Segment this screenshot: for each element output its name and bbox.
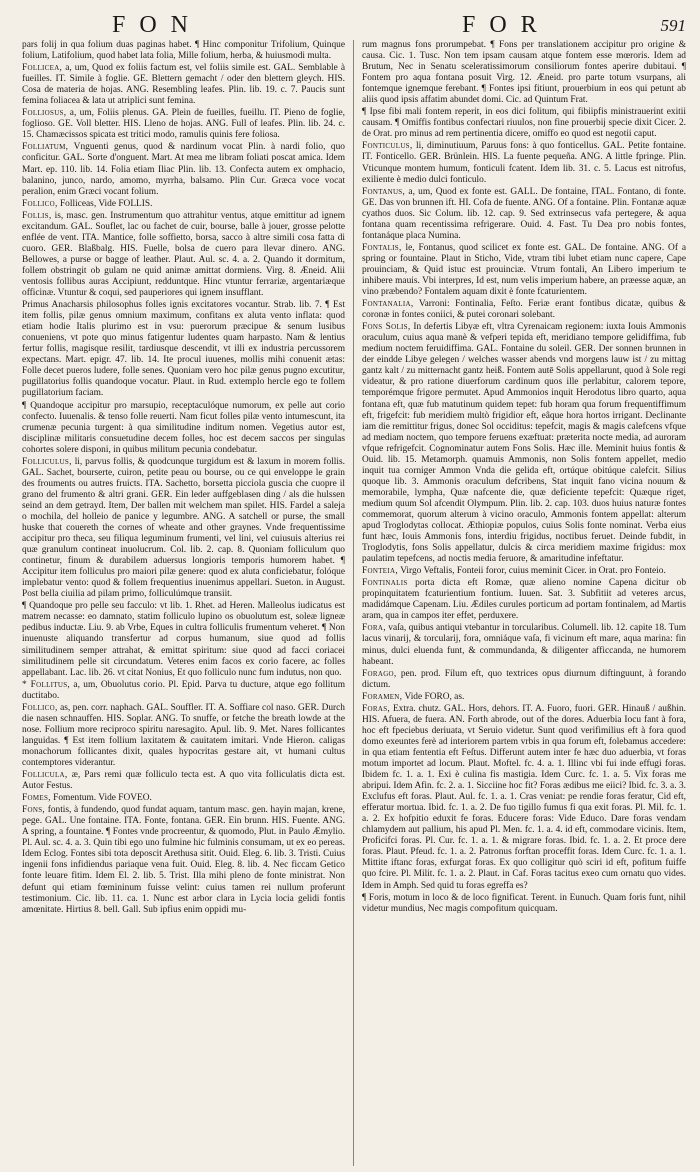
dictionary-entry bbox=[22, 680, 345, 702]
entry-headword: Foras, bbox=[362, 703, 391, 714]
entry-headword: Fons Solis, bbox=[362, 322, 411, 333]
dictionary-entry bbox=[362, 669, 686, 691]
entry-text: pen. prod. Filum eft, quo textrices opus diurnum diftinguunt, à forando dictum. bbox=[362, 668, 686, 690]
entry-text: a, um, Obuolutus corio. Pl. Epid. Parva tu ducture, atque ego follitum ductitabo. bbox=[22, 679, 345, 701]
entry-text: as, pen. corr. naphach. GAL. Souffler. IT. A. Soffiare col naso. GER. Durch die nasen schnauffen. HIS. Soplar. ANG. To snuffe, or fetche the breath lowde at the nose. Follium more reciproco spiritu naresagito. Apul. lib. 9. Met. Nares follicantes languidas. ¶ Est item follium laxitatem & cauitatem imitari. Vnde Hieron. caligas monachorum follicantes dixit, quales hypocritas gestare ait, vt humani cultus contemptores viderantur. bbox=[22, 702, 345, 768]
right-column bbox=[354, 40, 686, 1166]
dictionary-entry bbox=[22, 770, 345, 792]
entry-text: vaſa, quibus antiqui vtebantur in torcularibus. Columell. lib. 12. capite 18. Tum lacus vinarij, & torcularij, fora, omniáque vaſa, fi vicinum eft mare, aqua marina: fin minus, dulci eluenda funt, & commundanda, & diligenter afficcanda, ne humorem habeant. bbox=[362, 623, 686, 667]
entry-headword: Folliosus, bbox=[22, 108, 67, 119]
header-left-word: FON bbox=[112, 12, 203, 38]
dictionary-entry bbox=[22, 793, 345, 804]
dictionary-entry bbox=[22, 805, 345, 915]
dictionary-entry bbox=[362, 243, 686, 298]
entry-text: Extra. chutz. GAL. Hors, dehors. IT. A. Fuoro, fuori. GER. Hinauß / außhin. HIS. Afuera, de fuera. AN. Forth abrode, out of the dores. Aduerbia Iocu fant à fora, hoc eft fpeciebus deriuata, vt Seruio videtur. Sunt quod verifimilius eft à fora quod domo exeuntes ferè ad interiorem partem vrbis in qua forum eft, folebamus accedere: in qua etiam fententia eft Feſtus. Differunt autem inter fe hæc duo aduerbia, vt foras motum importet ad locum. Plaut. Moftel. fc. 4. a. 1. Illinc vbi fui inde effugi foras. Ibidem fc. 1. a. 1. Exi è culina fis mastigia. Idem Curc. fc. 1. a. 5. Vix foras me abripui. Idem Afin. fc. 2. a. 1. Sicciine hoc fit? Foras ædibus me eiici? Ibid. fc. 3. a. 3. Exclufus eft foras. Plaut. Aul. fc. 1. a. 1. Cras veniat: pe rendie foras feratur, Cid eft, efferatur mortua. Ibid. fc. 1. a. 2. De fuo tigillo fumus fi qua exit foras. Pl. Mil. fc. 1. a. 2. Ex hofpitio eduxit fe foras. Educere foras: Vide Educo. Dare foras vendam chlamydem aut pallium, his apud Pl. Men. fc. 1. a. 4. id eft, commodare vicinis. Item, Proficifci foras. Pl. Cur. fc. 1. a. 1. & migrare foras. Ibid. fc. 1. a. 2. Et proce dere foras. Plaut. Pfeud. fc. 1. a. 2. Patronus forftan proceffit foras. Idem Curc. fc. 1. a. 1. Mittite iftanc foras, exfurgat foras. Ex quo colligitur quò sciri id eft, pofitum fuiffe quo fcire. Pl. Milit. fc. 1. a. 2. Plaut. in Caf. Foras tacitus exeo cum ornatu quo vides. Idem in Amph. Sed quid tu foras egreffa es? bbox=[362, 703, 686, 891]
dictionary-entry bbox=[22, 457, 345, 601]
entry-headword: Folliatum, bbox=[22, 142, 69, 153]
entry-text: a, um, Foliis plenus. GA. Plein de fueilles, fueillu. IT. Pieno de foglie, foglioso. GE. Voll bletter. HIS. Lleno de hojas. ANG. Full of leafes. Plin. lib. 24. c. 15. Chamæcissos spicata est tritici modo, ramulis quinis fere foliosa. bbox=[22, 108, 346, 141]
text-columns bbox=[22, 40, 686, 1166]
entry-text: ¶ Ipse fibi mali fontem reperit, in eos dici folitum, qui fibiipfis ministrauerint exitii causam. ¶ Omiffis fontibus confectari riuulos, non fine prouerbij specie dixit Cicer. 2. de Orat. pro minus ad rem pertinentia dicere, omiffo eo quod est negotii caput. bbox=[362, 107, 686, 140]
entry-headword: Follicula, bbox=[22, 770, 68, 781]
dictionary-entry bbox=[22, 300, 345, 399]
entry-headword: Follis, bbox=[22, 210, 52, 221]
dictionary-entry bbox=[362, 893, 686, 915]
dictionary-entry bbox=[362, 322, 686, 565]
entry-headword: Fora, bbox=[362, 623, 386, 634]
entry-headword: Fonticulus, bbox=[362, 141, 413, 152]
entry-headword: Fonteia, bbox=[362, 566, 399, 577]
entry-headword: Fomes, bbox=[22, 793, 51, 804]
entry-headword: Fontanalia, bbox=[362, 299, 414, 310]
header-right-word: FOR bbox=[462, 12, 551, 38]
entry-headword: * Follitus, bbox=[22, 679, 71, 690]
entry-text: Folliceas, Vide FOLLIS. bbox=[59, 198, 153, 209]
entry-text: In defertis Libyæ eft, vltra Cyrenaicam regionem: iuxta Iouis Ammonis oraculum, cuius aqua manè & vefperi tepida eft, meridiano tempore gelidiffima, fub medium noctem feruidiffima. GAL. Fontaine du soleil. GER. Der sonnen brunnen in der eindde Libye gelegen / welches wasser abends vnd morgens lauw ist / zu mittag gantz kalt / zu mitternacht gantz heiß. Fontem autē Solis appellarunt, quod à Sole regi videatur, & pro ratione diuerforum cardinum quos ille perlabitur, calorem tepore, temporémque frigore permutet. Apud Ammonios inquit Herodotus libro quarto, aqua fontana eft, quæ fub matutinum quidem tepet: fub horam qua forum frequentiffimum eft, frigefcit: fub meridiem multò frigidior eft, eâque hora hortos irrigant. Declinante iam die remittitur frigus, donec Sol occiditus: tepefcit, magis & magis calefcens vfque ad mediam noctem, quo tempore feruens exæftuat: præterita nocte media, ad auroram vfque refrigefcit. Cognominatur autem Fons Solis. Hæc ille. Meminit huius fontis & Ouid. lib. 15. Metamorph. quamuis Ammonis, non Solis fontem appellet, medio inquit tua corniger Ammon Vnda die gelida eft, ortúque obitúque calefcit. Silius quoque lib. 3. Ammonis oraculum defcribens, Stat inquit fano vicina nouum & memorabile, lympha, Quæ nafcente die, quæ deficiente tepefcit: Quæque riget, medium quum Sol afcendit Olympum. Plin. lib. 2. cap. 103. duos huius naturæ fontes commemorat, quorum alterum à vicino oraculo, Ammonis fontem appellat: alterum apud Troglodytas collocat. Æthiopiæ populos, cuius Solis fonte nominat. Verba eius funt hæc, Iouis Ammonis fons, interdiu frigidus, noctibus feruet. Deinde fubdit, in Troglodytis, fons Solis appellatur, dulcis & circa meridiem maxime frigidus: mox paulatim tepefcens, ad noctis media feruore, & amaritudine infeftatur. bbox=[362, 322, 686, 565]
entry-headword: Folliculus, bbox=[22, 456, 72, 467]
entry-text: li, diminutiuum, Paruus fons: à quo fonticellus. GAL. Petite fontaine. IT. Fonticello. GER. Brünlein. HIS. La fuente pequeña. ANG. A little fpringe. Plin. Vticunque montem humum, fonticuli fcatent. Idem lib. 31. c. 5. Lacus est nitrofus, exiliente è medio dulci fonticulo. bbox=[362, 141, 686, 185]
dictionary-entry bbox=[22, 211, 345, 299]
dictionary-entry bbox=[362, 704, 686, 892]
entry-text: ¶ Quandoque pro pelle seu facculo: vt lib. 1. Rhet. ad Heren. Malleolus iudicatus est matrem necasse: eo damnato, statim folliculo lupino os obuolutum est, soleæ ligneæ pedibus inductæ. Liu. 9. ab Vrbe, Eques in cultra folliculis frumentum veheret. ¶ Non inuenuste aliquando transfertur ad corpus humanum, siue quod ad follis similitudinem semper attrahat, & emittat spiritum: siue quod ad facci coriacei similitudinem pelle sit circundatum. Veteres enim facos ex corio facere, ac folles appellabant. Lac. lib. 26. vt citat Nonius, Et quo folliculo nunc fum indutus, non quo. bbox=[22, 601, 345, 678]
dictionary-entry bbox=[362, 107, 686, 140]
running-header bbox=[22, 8, 686, 42]
entry-headword: Foramen, bbox=[362, 691, 403, 702]
entry-text: Primus Anacharsis philosophus folles ignis excitatores vocantur. Strab. lib. 7. ¶ Est item follis, pilæ genus omnium maximum, confitans ex aluta vento inflata: quod etiam hodie Italis plurimo est in vsu: puerorum præcipue & senum lusibus conueniens, vt pote quo minus fatigentur ludentes quam harpasto. Nam & lentius fertur follis, magisque resilit, tardiusque descendit, vt illi ex industria percussorem expectans. Mart. epigr. 47. lib. 14. Ite procul iuuenes, mollis mihi conuenit ætas: Folle decet pueros ludere, folle senes. Quoniam vero hoc pilæ genus pugno excutitur, pugillatorius follis quandoque vocatur. Plaut. in Rud. extemplo hercle ego te follem pugillatorium faciam. bbox=[22, 300, 345, 399]
entry-text: ¶ Quandoque accipitur pro marsupio, receptaculóque numorum, ex pelle aut corio confecto. Iuuenalis. & tenso folle reuerti. Nam ficut folles pilæ vento intumescunt, ita crumenæ pecunia turgent: à qua similitudine inditum nomen. Vegetius autor est, disciplinæ militaris consuetudine decem folles, hoc est decem saccos per singulas cohortes solere disponi, in quibus militum pecunia condebatur. bbox=[22, 400, 345, 455]
entry-text: fontis, à fundendo, quod fundat aquam, tantum masc. gen. hayin majan, krene, pege. GAL. Une fontaine. ITA. Fonte, fontana. GER. Ein brunn. HIS. Fuente. ANG. A spring, a fountaine. ¶ Fontes vnde procreentur, & quomodo, Plut. in Paulo Æmylio. Pl. Aul. sc. 4. a. 3. Quin tibi ego uno fulmine hic fulminis consumam, ut ex eo pereas. Idem Eclog. Fontes sibi tota deposcit Arethusa sitit. Ouid. Eleg. 6. lib. 3. Tristi. Cuius ingenii fons infidiendus pariaque vena fuit. Ouid. Eleg. 8. lib. 4. Nec ficcam Getico fonte leuare fitim. Idem El. 2. lib. 5. Trist. Illa mihi pleno de fonte ministrat. Non defunt qui etiam fœmininum fuisse velint: cuius tamen rei nullum proferunt testimonium. Cic. lib. 11. ca. 1. Nunc est arbor clara in Lycia locia gelidi fontis amœnitate. Hirtius 8. bell. Gall. Sub ipfius enim oppidi mu- bbox=[22, 805, 346, 915]
entry-text: pars folij in qua folium duas paginas habet. ¶ Hinc componitur Trifolium, Quinque folium, Latifolium, quod habet lata folia, Mille folium, herba, & huiusmodi multa. bbox=[22, 40, 345, 62]
dictionary-entry bbox=[22, 108, 345, 141]
entry-text: le, Fontanus, quod scilicet ex fonte est. GAL. De fontaine. ANG. Of a spring or fountaine. Plaut in Sticho, Vide, vtram tibi lubet etiam nunc capere, Cape prouinciam, & Quid istuc est prouinciæ. Vtrum fontali, An Libero imperium te inhibere mauis. Vbi interpres, Id est, num velis imperium habere, an præesse aquæ, an vino præbendo? Fontalem aquam dixit è fonte fcaturientem. bbox=[362, 242, 686, 298]
entry-text: Fomentum. Vide FOVEO. bbox=[53, 793, 152, 804]
entry-headword: Fontalis, bbox=[362, 242, 402, 253]
dictionary-entry bbox=[362, 566, 686, 577]
dictionary-entry bbox=[362, 187, 686, 242]
entry-headword: Follico, bbox=[22, 198, 58, 209]
dictionary-entry bbox=[22, 401, 345, 456]
dictionary-entry bbox=[22, 142, 345, 197]
dictionary-entry bbox=[362, 578, 686, 622]
entry-text: li, parvus follis, & quodcunque turgidum est & laxum in morem follis. GAL. Sachet, bourserte, cuiron, petite peau ou bourse, ou ce qui enveloppe le grain des frouments ou autres fruicts. ITA. Sachetto, borsetta picciola guscia che cuopre il grano del frumento & altri grani. GER. Ein leder auffgeblasen ding / als die hulssen seind an dem getrayd. Item, Der ballen mit welchem man spilet. HIS. Fardel a saleja o mochila, del holleio de panice y legumbre. ANG. A satchell or purse, the small huske that couereth the cornes of wheate and other graynes. Vnde frequentissime accipitur pro theca, seu filiqua leguminum frumenti, vel lini, vel cuiusuis alterius rei quæ granulum contineat inuolucrum. Col. lib. 2. cap. 8. Quoniam folliculum quo continetur, finum & durabilem aduersus longioris temporis humorem habet. ¶ Accipitur item folliculus pro maiori pilæ genere: quod ex aluta conficiebatur, folóque implebatur vento: quod & follem frequentius inuenimus appellari. Sueton. in August. Post bella ciuilia ad pilam primo, folliculúmque transiit. bbox=[22, 456, 345, 600]
dictionary-entry bbox=[22, 199, 345, 210]
entry-text: porta dicta eft Romæ, quæ alieno nomine Capena dicitur ob propinquitatem fcaturientium fontium. Iuuen. Sat. 3. Subfitiit ad veteres arcus, madidámque Capenam. Liu. Ædiles curules porticum ad portam fontinalem, ad Martis aram, qua in campos iter effet, perduxere. bbox=[362, 578, 686, 622]
dictionary-entry bbox=[362, 299, 686, 321]
dictionary-entry bbox=[362, 623, 686, 667]
dictionary-entry bbox=[362, 141, 686, 185]
dictionary-entry bbox=[22, 40, 345, 62]
entry-headword: Fons, bbox=[22, 805, 46, 816]
entry-text: Virgo Veftalis, Fonteii foror, cuius meminit Cicer. in Orat. pro Fonteio. bbox=[400, 566, 666, 577]
entry-headword: Follicea, bbox=[22, 63, 63, 74]
entry-text: Vnguenti genus, quod & nardinum vocat Plin. à nardi folio, quo conficitur. GAL. Sorte d'onguent. Mart. At mea me libram foliati poscat amica. Idem Mart. ep. 110. lib. 14. Folia etiam Iliac Plin. lib. 13. Confecta autem ex omphacio, balanino, junco, nardo, amomo, myrrha, balsamo. Plin Cur. Græca voce vocat peralion, enim Græci vocant folium. bbox=[22, 142, 345, 197]
entry-headword: Fontanus, bbox=[362, 186, 406, 197]
entry-text: rum magnus fons prorumpebat. ¶ Fons per translationem accipitur pro origine & causa. Cic. 1. Tusc. Non tem ipsam causam atque fontem esse mœroris. Idem ad Brutum, Nec in Senatu sceleratissimorum consiliorum fontes aperire dubitaui. ¶ Fontem pro aqua fontana posuit Virg. 12. Æneid. pro parte totum vsurpans, ali fontemque ignemque ferebant. ¶ Fontes ipsi fitiunt, prouerbium in eos qui petunt ab aliis quod ipsis affatim abundet domi. Cic. ad Quintum Frat. bbox=[362, 40, 686, 106]
entry-text: æ, Pars remi quæ folliculo tecta est. A quo vita folliculatis dicta est. Autor Festus. bbox=[22, 770, 345, 792]
entry-headword: Forago, bbox=[362, 668, 397, 679]
entry-text: Varroni: Fontinalia, Feſto. Feriæ erant fontibus dicatæ, quibus & coronæ in fontes coniici, & putei coronari solebant. bbox=[362, 299, 686, 321]
dictionary-entry bbox=[22, 703, 345, 769]
dictionary-entry bbox=[362, 40, 686, 106]
dictionary-entry bbox=[362, 692, 686, 703]
entry-headword: Follico, bbox=[22, 702, 58, 713]
entry-text: a, um, Quod ex foliis factum est, vel foliis simile est. GAL. Semblable à fueilles. IT. Simile à foglie. GE. Blettern gemacht / oder den blettern gleych. HIS. Cosa de materia de hojas. ANG. Resembling leafes. Plin. lib. 19. c. 7. Paucis sunt femina foliacea & lata ut atriplici sunt femina. bbox=[22, 63, 346, 107]
entry-text: a, um, Quod ex fonte est. GALL. De fontaine, ITAL. Fontano, di fonte. GE. Das von brunnen ift. HI. Cofa de fuente. ANG. Of a fontaine. Plin. Fontanæ aquæ cyathos duos. Sic Colum. lib. 12. cap. 9. Sed extrinsecus vafa pertegere, & aqua fontana quam recentissima refrigerare. Ouid. 4. Fast. Tu Dea pro nobis fontes, fontanáque placa Numina. bbox=[362, 186, 686, 241]
entry-headword: Fontinalis bbox=[362, 578, 408, 589]
entry-text: is, masc. gen. Instrumentum quo attrahitur ventus, atque emittitur ad ignem excitandum. GAL. Souflet, lac ou fachet de cuir, bourse, balle à jouer, grosse pelotte enflée de vent. ITA. Mantice, folle soffietto, borsa, sacco à altre simili cosa fatta di cuoro. GER. Blaßbalg. HIS. Fuelle, bolsa de cuero para llevar dinero. ANG. Bellowes, a purse or bagge of leather. Plaut. Aul. sc. 4. a. 2. Quando it dormitum, follem obstringit ob gulam ne quid animæ amittat dormiens. Virg. 8. Æneid. Alii ventosis follibus auras Accipiunt, redduntque. Hinc vtuntur ferrariæ, argentariæque officinæ. Vtuntur & coqui, sed pauperiores qui ignem insufflant. bbox=[22, 210, 345, 299]
entry-text: Vide FORO, as. bbox=[404, 691, 465, 702]
left-column bbox=[22, 40, 354, 1166]
dictionary-entry bbox=[22, 601, 345, 678]
page-number: 591 bbox=[660, 16, 686, 35]
entry-text: ¶ Foris, motum in loco & de loco fignificat. Terent. in Eunuch. Quam foris funt, nihil videtur mundius, Nec magis compofitum quicquam. bbox=[362, 892, 686, 914]
dictionary-entry bbox=[22, 63, 345, 107]
